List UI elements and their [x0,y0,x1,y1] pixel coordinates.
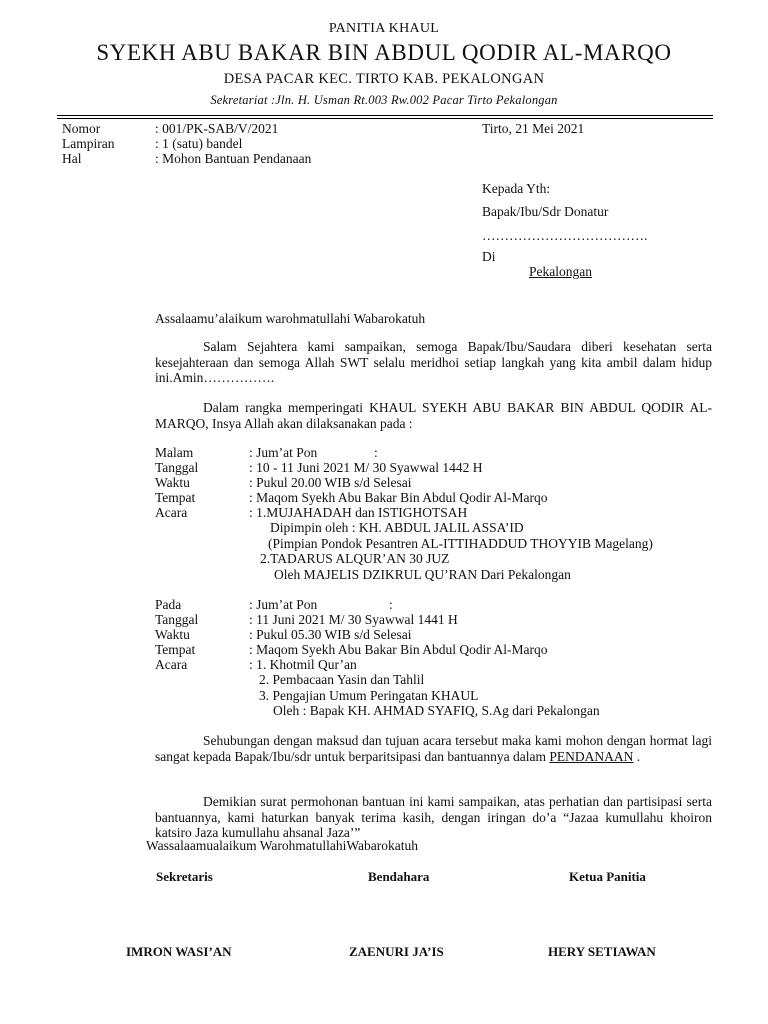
event1-tanggal-label: Tanggal [155,460,199,475]
event2-pada-label: Pada [155,597,182,612]
event1-tanggal-value: : 10 - 11 Juni 2021 M/ 30 Syawwal 1442 H [249,460,483,475]
event2-acara-3-speaker: Oleh : Bapak KH. AHMAD SYAFIQ, S.Ag dari Pekalongan [273,703,600,718]
signature-role-secretary: Sekretaris [156,869,213,884]
event2-pada-colon: : [389,597,393,612]
paragraph-intro-text: Dalam rangka memperingati KHAUL SYEKH ABU BAKAR BIN ABDUL QODIR AL-MARQO, Insya Allah akan dilaksanakan pada : [155,400,712,431]
hal-label: Hal [62,151,82,166]
event1-tempat-label: Tempat [155,490,196,505]
recipient-place: Pekalongan [529,264,592,279]
event2-pada-value: : Jum’at Pon [249,597,318,612]
hal-value: : Mohon Bantuan Pendanaan [155,151,312,166]
event1-malam-value: : Jum’at Pon [249,445,318,460]
event2-tempat-label: Tempat [155,642,196,657]
paragraph-request [155,733,712,764]
event1-acara-label: Acara [155,505,188,520]
nomor-label: Nomor [62,121,101,136]
committee-title: PANITIA KHAUL [328,21,440,36]
nomor-value: : 001/PK-SAB/V/2021 [155,121,279,136]
recipient-di: Di [482,249,496,264]
event2-tanggal-value: : 11 Juni 2021 M/ 30 Syawwal 1441 H [249,612,458,627]
village-line: DESA PACAR KEC. TIRTO KAB. PEKALONGAN [223,71,545,87]
paragraph-salam [155,339,712,386]
event1-acara-1: : 1.MUJAHADAH dan ISTIGHOTSAH [249,505,468,520]
event2-waktu-value: : Pukul 05.30 WIB s/d Selesai [249,627,412,642]
secretariat-address: Sekretariat :Jln. H. Usman Rt.003 Rw.002 Pacar Tirto Pekalongan [210,93,558,107]
signature-name-secretary: IMRON WASI’AN [126,944,232,959]
event2-acara-3: 3. Pengajian Umum Peringatan KHAUL [259,688,479,703]
pendanaan-emphasis: PENDANAAN [549,748,634,764]
paragraph-request-end: . [633,748,641,764]
event1-acara-2: 2.TADARUS ALQUR’AN 30 JUZ [260,551,450,566]
paragraph-closing [155,794,712,841]
event2-acara-1: : 1. Khotmil Qur’an [249,657,357,672]
event1-waktu-value: : Pukul 20.00 WIB s/d Selesai [249,475,412,490]
event1-waktu-label: Waktu [155,475,190,490]
recipient-name: Bapak/Ibu/Sdr Donatur [482,204,609,219]
closing-greeting: Wassalaamualaikum WarohmatullahiWabarokatuh [146,838,419,853]
event2-tanggal-label: Tanggal [155,612,199,627]
event2-waktu-label: Waktu [155,627,190,642]
event1-malam-label: Malam [155,445,194,460]
recipient-greeting: Kepada Yth: [482,181,551,196]
header-divider-thick [57,115,713,116]
event1-tempat-value: : Maqom Syekh Abu Bakar Bin Abdul Qodir Al-Marqo [249,490,548,505]
paragraph-salam-text: Salam Sejahtera kami sampaikan, semoga Bapak/Ibu/Saudara diberi kesehatan serta kesejahteraan dan semoga Allah SWT selalu meridhoi setiap langkah yang kita ambil dalam hidup ini.Amin……………. [155,339,712,385]
header-divider-thin [57,118,713,119]
event1-acara-1-leader: Dipimpin oleh : KH. ABDUL JALIL ASSA’ID [270,520,524,535]
event2-acara-2: 2. Pembacaan Yasin dan Tahlil [259,672,425,687]
organization-name: SYEKH ABU BAKAR BIN ABDUL QODIR AL-MARQO [96,40,672,65]
event1-malam-colon: : [374,445,378,460]
signature-role-chairman: Ketua Panitia [569,869,646,884]
letter-date: Tirto, 21 Mei 2021 [482,121,585,136]
signature-name-treasurer: ZAENURI JA’IS [349,944,444,959]
signature-name-chairman: HERY SETIAWAN [548,944,656,959]
paragraph-request-text: Sehubungan dengan maksud dan tujuan acara tersebut maka kami mohon dengan hormat lagi sangat kepada Bapak/Ibu/sdr untuk berparitsipasi dan bantuannya dalam [155,733,712,764]
paragraph-closing-text: Demikian surat permohonan bantuan ini kami sampaikan, atas perhatian dan partisipasi serta bantuannya, kami haturkan banyak terima kasih, dengan iringan do’a “Jazaa kumullahu khoiron katsiro Jaza kumullahu ahsanal Jaza’” [155,794,712,840]
lampiran-value: : 1 (satu) bandel [155,136,243,151]
event1-acara-1-note: (Pimpian Pondok Pesantren AL-ITTIHADDUD THOYYIB Magelang) [268,536,653,551]
event2-tempat-value: : Maqom Syekh Abu Bakar Bin Abdul Qodir Al-Marqo [249,642,548,657]
event2-acara-label: Acara [155,657,188,672]
event1-acara-2-leader: Oleh MAJELIS DZIKRUL QU’RAN Dari Pekalongan [274,567,571,582]
recipient-dots: ………………………………. [482,228,648,243]
lampiran-label: Lampiran [62,136,115,151]
paragraph-intro [155,400,712,431]
signature-role-treasurer: Bendahara [368,869,430,884]
opening-greeting: Assalaamu’alaikum warohmatullahi Wabarokatuh [155,311,426,326]
